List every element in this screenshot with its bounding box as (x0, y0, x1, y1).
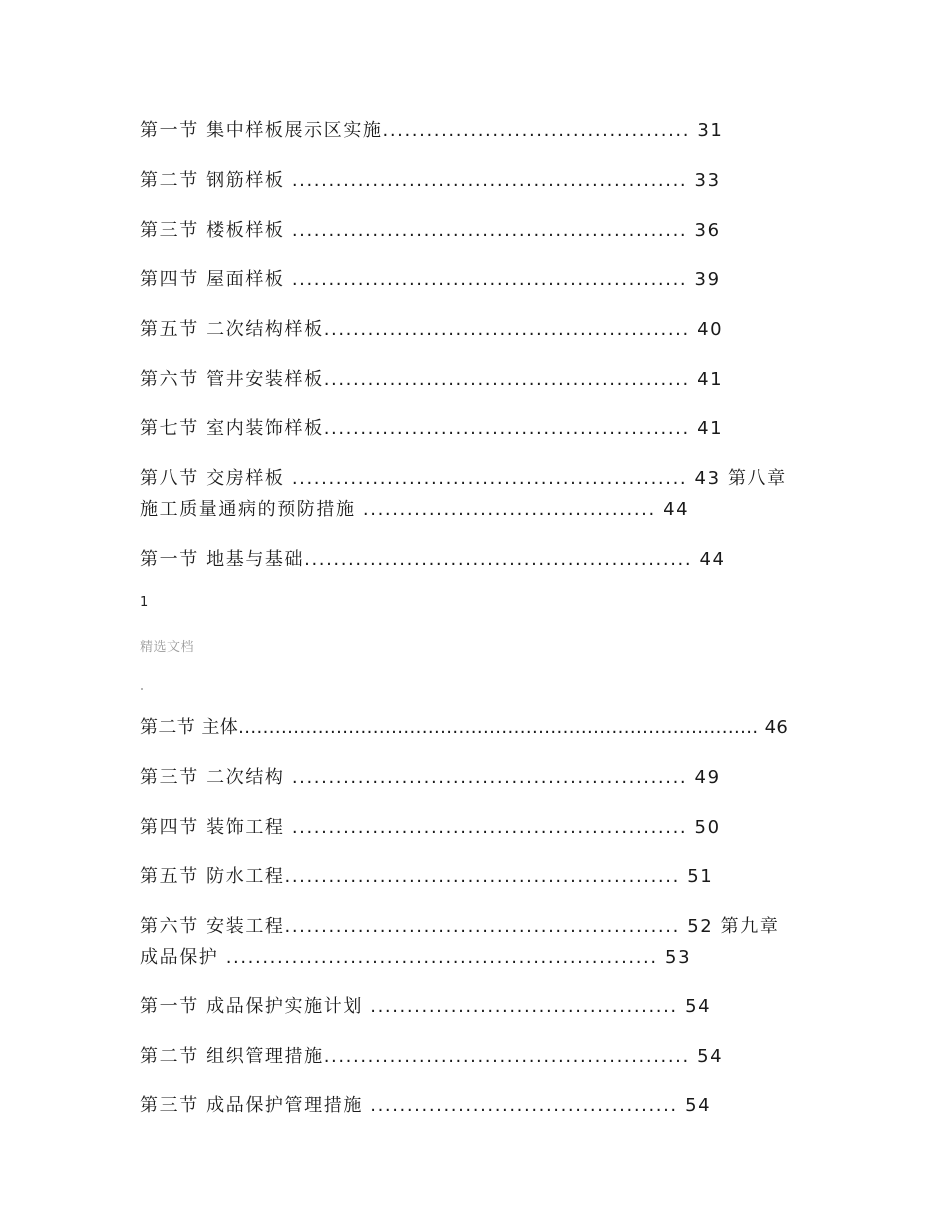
toc-entry: 第二节 主体..................................................................................... 46 (140, 717, 789, 738)
toc-entry: 第八节 交房样板 ...................................................... 43 第八章 (140, 468, 787, 489)
separator-dot (141, 688, 143, 690)
toc-entry: 第一节 集中样板展示区实施.......................................... 31 (140, 120, 724, 141)
toc-entry: 第三节 楼板样板 ...................................................... 36 (140, 220, 721, 241)
toc-entry: 第六节 管井安装样板.................................................. 41 (140, 369, 724, 390)
watermark-text: 精选文档 (140, 640, 195, 655)
toc-entry: 第五节 防水工程...................................................... 51 (140, 866, 714, 887)
toc-entry: 成品保护 ........................................................... 53 (140, 947, 692, 968)
toc-entry: 第一节 地基与基础..................................................... 44 (140, 549, 726, 570)
toc-entry: 第四节 装饰工程 ...................................................... 50 (140, 817, 721, 838)
toc-entry: 第七节 室内装饰样板.................................................. 41 (140, 418, 724, 439)
page-number: 1 (140, 595, 149, 610)
toc-entry: 第四节 屋面样板 ...................................................... 39 (140, 269, 721, 290)
toc-entry: 第三节 二次结构 ...................................................... 49 (140, 767, 721, 788)
toc-entry: 第二节 钢筋样板 ...................................................... 33 (140, 170, 721, 191)
toc-entry: 第五节 二次结构样板.................................................. 40 (140, 319, 724, 340)
toc-entry: 施工质量通病的预防措施 ........................................ 44 (140, 499, 690, 520)
toc-entry: 第二节 组织管理措施.................................................. 54 (140, 1046, 724, 1067)
toc-entry: 第一节 成品保护实施计划 .......................................... 54 (140, 996, 712, 1017)
toc-entry: 第六节 安装工程...................................................... 52 第九章 (140, 916, 780, 937)
toc-entry: 第三节 成品保护管理措施 .......................................... 54 (140, 1095, 712, 1116)
